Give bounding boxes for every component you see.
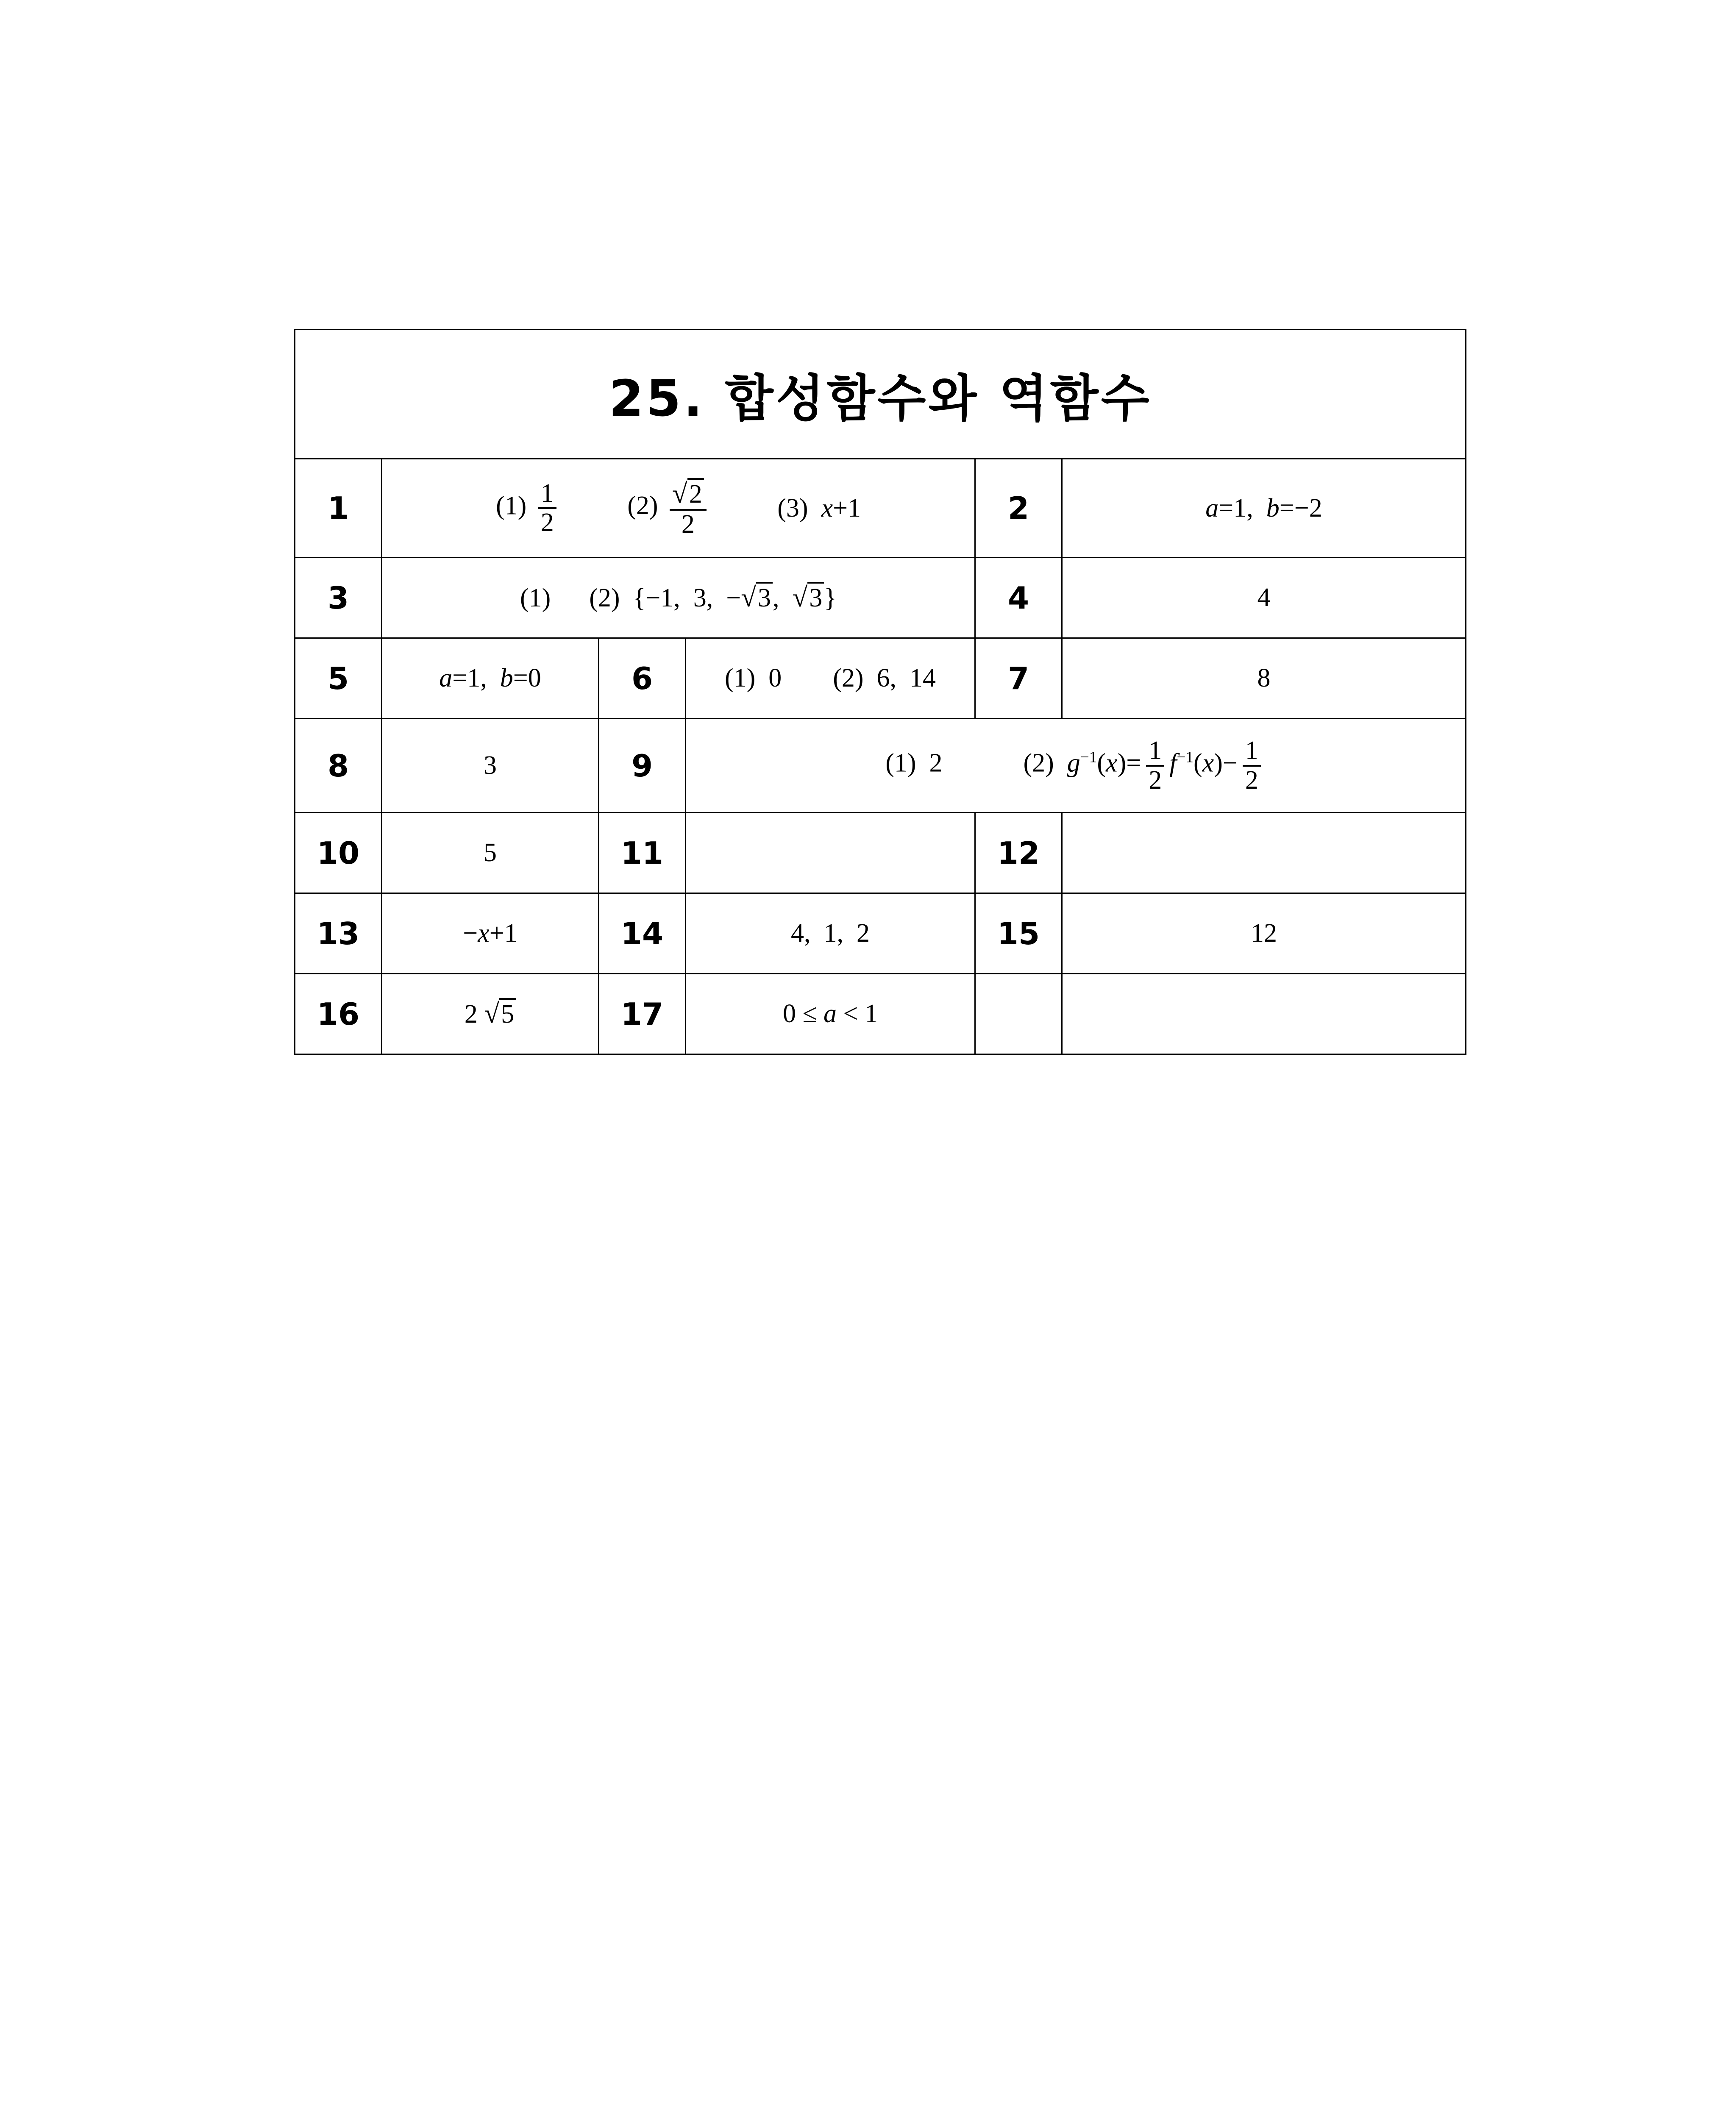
question-number-3: 3	[295, 558, 382, 638]
question-number-6: 6	[599, 638, 686, 719]
question-number-14: 14	[599, 893, 686, 974]
answer-table	[294, 329, 1466, 1055]
table-row	[295, 638, 1466, 719]
question-number-12: 12	[975, 813, 1062, 893]
answer-10: 5	[382, 813, 599, 893]
table-row	[295, 558, 1466, 638]
question-number-4: 4	[975, 558, 1062, 638]
question-number-10: 10	[295, 813, 382, 893]
answer-3: (1) (2) {−1, 3, −√3, √3}	[382, 558, 975, 638]
sqrt: √2	[672, 478, 704, 509]
answer-1	[382, 459, 975, 558]
fraction: $\frac{1}{2}$	[538, 480, 556, 537]
answer-13: −x+1	[382, 893, 599, 974]
page-title: 25. 합성함수와 역함수	[295, 330, 1466, 459]
question-number-11: 11	[599, 813, 686, 893]
empty-answer-cell	[1062, 974, 1466, 1054]
answer-1-part-3: (3) x+1	[777, 493, 861, 523]
question-number-15: 15	[975, 893, 1062, 974]
question-number-8: 8	[295, 719, 382, 813]
answer-16: 2 √5	[382, 974, 599, 1054]
answer-6: (1) 0 (2) 6, 14	[686, 638, 975, 719]
table-row	[295, 974, 1466, 1054]
fraction: $\frac{1}{2}$	[1243, 737, 1261, 794]
answer-8: 3	[382, 719, 599, 813]
answer-1-part-1: (1) $\frac{1}{2}$	[496, 480, 562, 537]
answer-1-part-2: (2) $\frac{√2}{2}$	[627, 478, 712, 538]
question-number-13: 13	[295, 893, 382, 974]
question-number-17: 17	[599, 974, 686, 1054]
answer-11	[686, 813, 975, 893]
question-number-16: 16	[295, 974, 382, 1054]
answer-15: 12	[1062, 893, 1466, 974]
fraction: $\frac{√2}{2}$	[670, 478, 707, 538]
answer-17: 0 ≤ a < 1	[686, 974, 975, 1054]
answer-7: 8	[1062, 638, 1466, 719]
question-number-2: 2	[975, 459, 1062, 558]
answer-4: 4	[1062, 558, 1466, 638]
question-number-5: 5	[295, 638, 382, 719]
answer-14: 4, 1, 2	[686, 893, 975, 974]
fraction: $\frac{1}{2}$	[1146, 737, 1164, 794]
sqrt: √3	[741, 582, 773, 614]
question-number-7: 7	[975, 638, 1062, 719]
table-row	[295, 893, 1466, 974]
question-number-1: 1	[295, 459, 382, 558]
sqrt: √3	[793, 582, 824, 614]
table-row	[295, 813, 1466, 893]
answer-2: a=1, b=−2	[1062, 459, 1466, 558]
table-row	[295, 459, 1466, 558]
answer-9: (1) 2 (2) $g^{-1}(x)=$ $\frac{1}{2}$ $f^{-1}(x)-$ $\frac{1}{2}$	[686, 719, 1466, 813]
answer-5: a=1, b=0	[382, 638, 599, 719]
answer-12	[1062, 813, 1466, 893]
sqrt: √5	[484, 998, 516, 1030]
table-row	[295, 719, 1466, 813]
empty-number-cell	[975, 974, 1062, 1054]
question-number-9: 9	[599, 719, 686, 813]
